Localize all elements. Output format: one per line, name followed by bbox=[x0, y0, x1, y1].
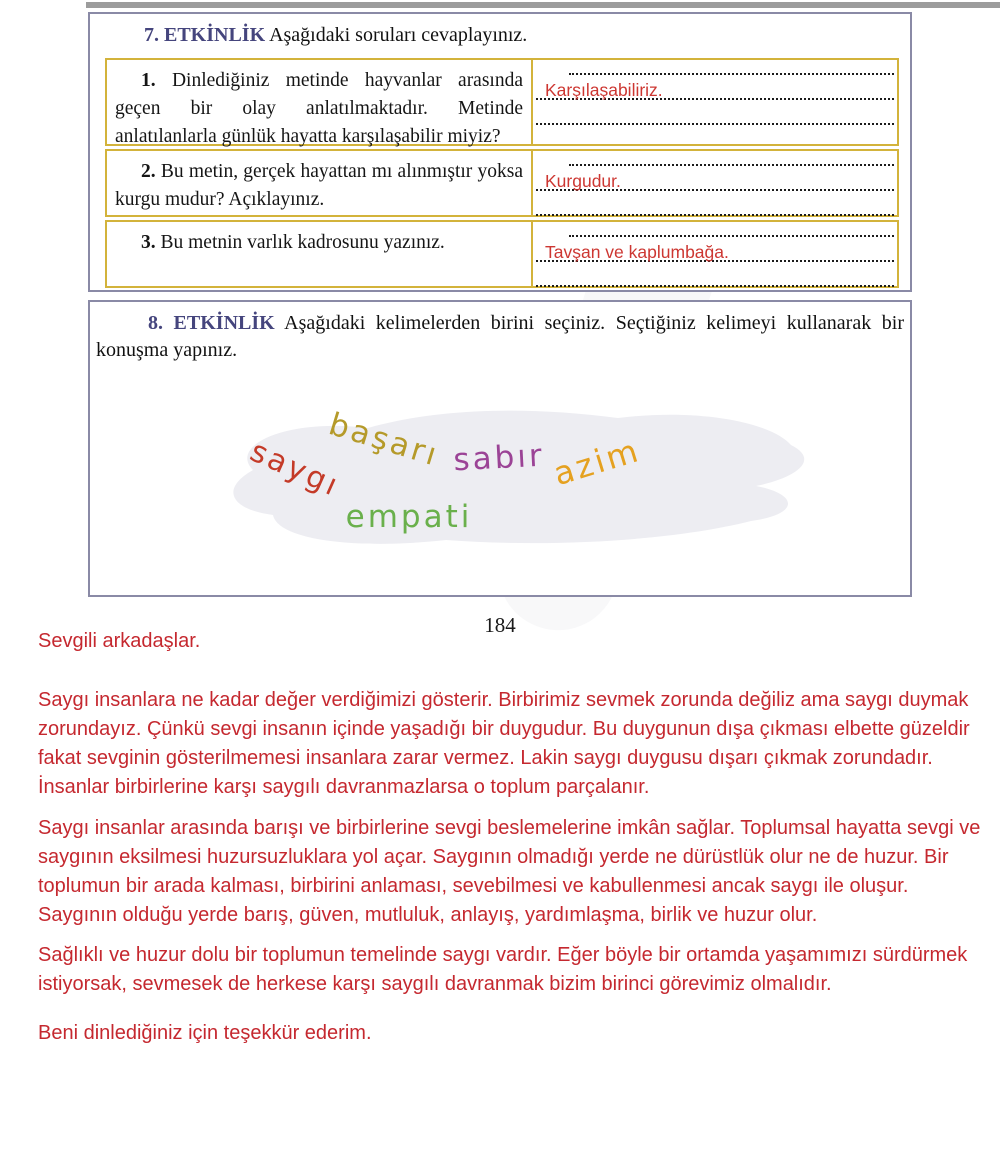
dotted-line bbox=[536, 214, 894, 216]
activity-8-label: 8. ETKİNLİK bbox=[148, 312, 275, 334]
activity-7-instruction: Aşağıdaki soruları cevaplayınız. bbox=[269, 24, 528, 46]
speech-paragraph: Sağlıklı ve huzur dolu bir toplumun temelinde saygı vardır. Eğer böyle bir ortamda yaşamımızı sürdürmek istiyorsak, sevmesek de herkese karşı saygılı davranmak bizim birinci görevimiz olmalıdır. bbox=[38, 944, 968, 995]
word-azim: azim bbox=[549, 430, 645, 494]
question-cell-1 bbox=[105, 58, 533, 146]
question-text: Bu metnin varlık kadrosunu yazınız. bbox=[160, 232, 445, 253]
dotted-line bbox=[569, 164, 894, 166]
question-cell-3 bbox=[105, 220, 533, 288]
table-row bbox=[105, 149, 899, 217]
question-answer-table bbox=[105, 58, 899, 291]
answer-cell-2 bbox=[531, 149, 899, 217]
speech-paragraph: Saygı insanlar arasında barışı ve birbirlerine sevgi beslemelerine imkân sağlar. Toplumsal hayatta sevgi ve saygının eksilmesi huzursuzluklara yol açar. Saygının olmadığı yerde ne dürüstlük olur ne de huzur. Bir toplumun bir arada kalması, birbirini anlaması, sevebilmesi ve kabullenmesi ancak saygı ile oluşur. Saygının olduğu yerde barış, güven, mutluluk, anlayış, yardımlaşma, birlik ve huzur olur. bbox=[38, 817, 981, 926]
word-basari: başarı bbox=[324, 406, 444, 474]
question-number: 3. bbox=[141, 232, 156, 253]
activity-8-title bbox=[90, 310, 910, 364]
question-number: 2. bbox=[141, 161, 156, 182]
question-text: Bu metin, gerçek hayattan mı alınmıştır yoksa kurgu mudur? Açıklayınız. bbox=[115, 161, 524, 210]
activity-7-label: 7. ETKİNLİK bbox=[144, 24, 266, 46]
question-number: 1. bbox=[141, 70, 156, 91]
question-cell-2 bbox=[105, 149, 533, 217]
activity-7-box bbox=[88, 12, 912, 292]
dotted-line bbox=[536, 285, 894, 287]
dotted-line bbox=[569, 73, 894, 75]
table-row bbox=[105, 220, 899, 288]
handwritten-answer: Kurgudur. bbox=[545, 171, 621, 191]
dotted-line bbox=[536, 123, 894, 125]
word-empati: empati bbox=[345, 499, 473, 535]
handwritten-answer: Karşılaşabiliriz. bbox=[545, 80, 663, 100]
answer-cell-1 bbox=[531, 58, 899, 146]
handwritten-answer: Tavşan ve kaplumbağa. bbox=[545, 242, 729, 262]
word-sabir: sabır bbox=[452, 437, 546, 479]
speech-greeting: Sevgili arkadaşlar. bbox=[38, 630, 201, 652]
question-text: Dinlediğiniz metinde hayvanlar arasında geçen bir olay anlatılmaktadır. Metinde anlatılanlarla günlük hayatta karşılaşabilir miyiz? bbox=[115, 70, 523, 147]
page-edge-strip bbox=[86, 2, 1000, 8]
word-saygi: saygı bbox=[244, 433, 346, 505]
page-number: 184 bbox=[484, 613, 516, 637]
activity-8-instruction: Aşağıdaki kelimelerden birini seçiniz. Seçtiğiniz kelimeyi kullanarak bir konuşma yapınız. bbox=[96, 312, 904, 361]
activity-8-box bbox=[88, 300, 912, 597]
table-row bbox=[105, 58, 899, 146]
dotted-line bbox=[569, 235, 894, 237]
speech-paragraph: Saygı insanlara ne kadar değer verdiğimizi gösterir. Birbirimiz sevmek zorunda değiliz ama saygı duymak zorundayız. Çünkü sevgi insanın içinde yaşadığı bir duygudur. Bu duygunun dışa çıkması elbette güzeldir fakat sevginin gösterilmemesi insanlara zarar vermez. Lakin saygı duygusu dışarı çıkmak zorundadır. İnsanlar birbirlerine karşı saygılı davranmazlarsa o toplum parçalanır. bbox=[38, 689, 970, 798]
activity-7-title bbox=[90, 22, 537, 49]
speech-closing: Beni dinlediğiniz için teşekkür ederim. bbox=[38, 1022, 372, 1044]
answer-cell-3 bbox=[531, 220, 899, 288]
